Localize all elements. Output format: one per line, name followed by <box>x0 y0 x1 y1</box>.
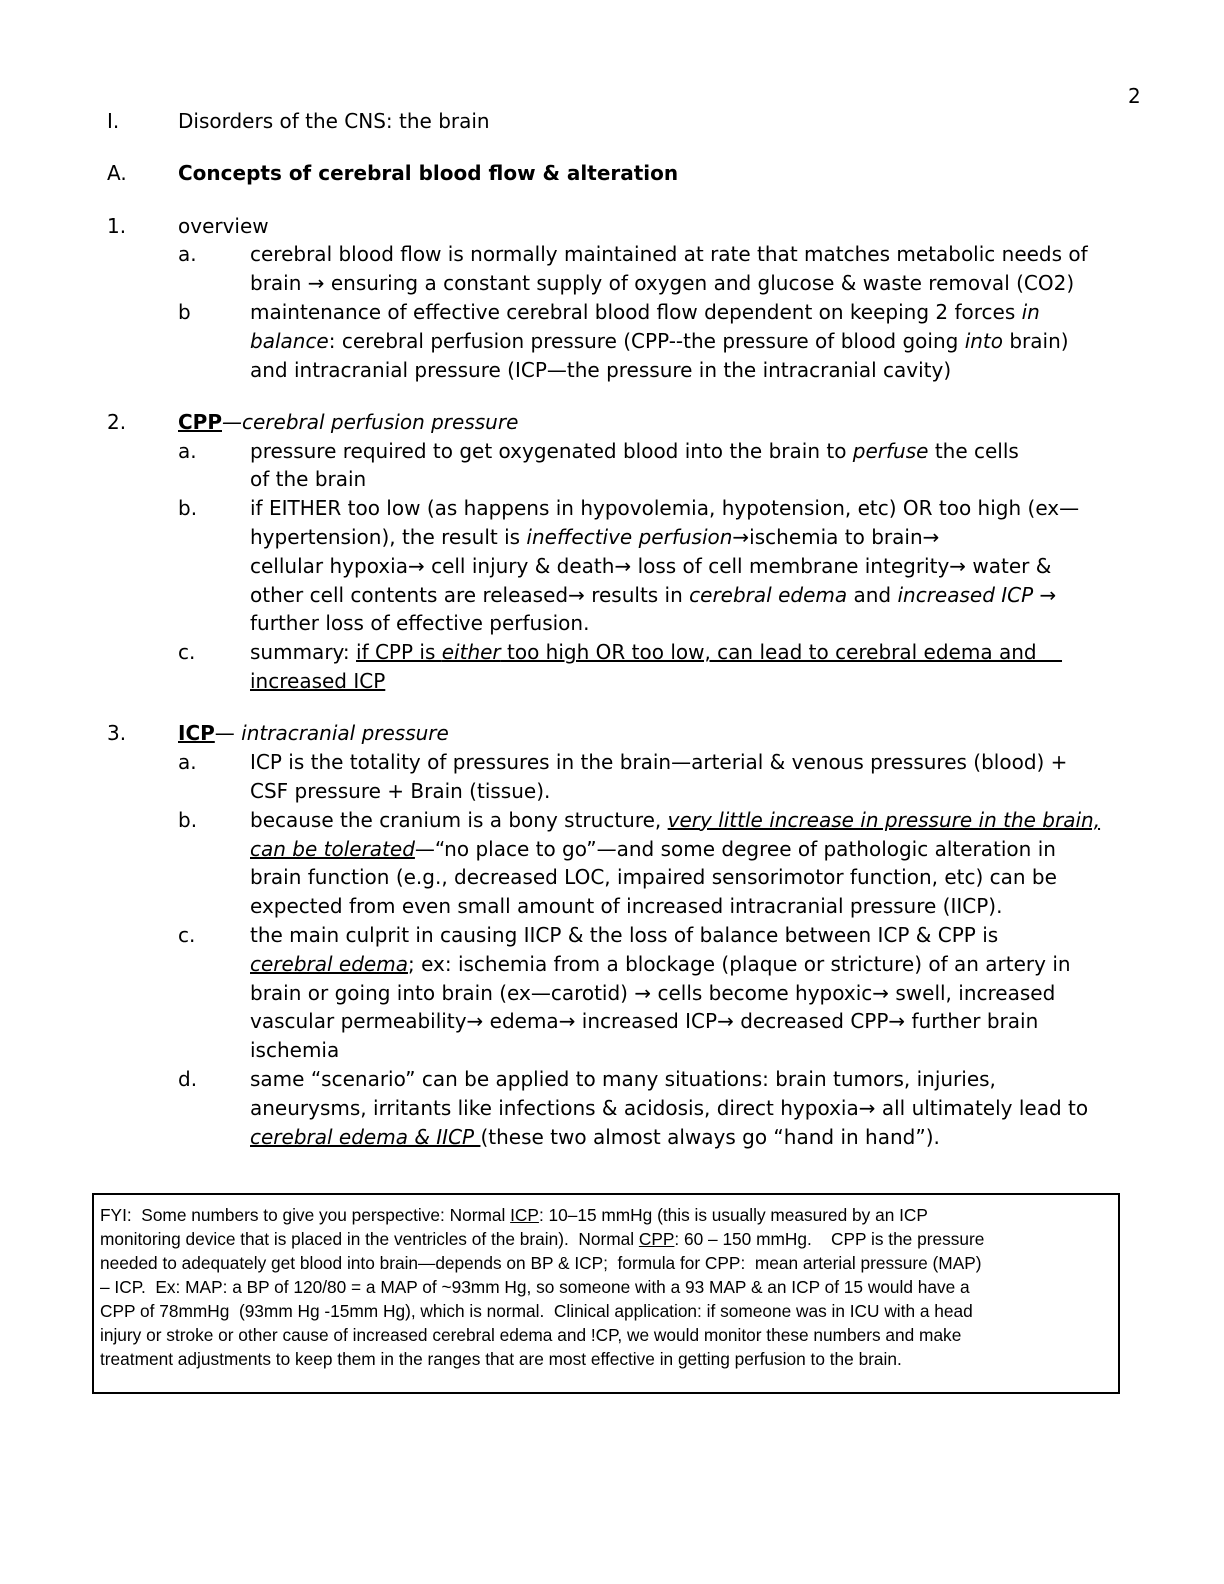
text-line <box>250 979 1167 1008</box>
text-run: brain) <box>1003 328 1069 353</box>
item-label: 1. <box>107 213 127 238</box>
item-label: a. <box>178 242 197 267</box>
text-run: cellular hypoxia→ cell injury & death→ loss of cell membrane integrity→ water & <box>250 553 1052 578</box>
text-line <box>250 748 1167 777</box>
text-run: : 10–15 mmHg (this is usually measured by an ICP <box>538 1205 928 1225</box>
fyi-line <box>100 1227 1112 1251</box>
item-text <box>250 748 1167 806</box>
text-line <box>250 356 1167 385</box>
text-line <box>250 921 1167 950</box>
item-label: b <box>178 299 191 324</box>
text-run: FYI: Some numbers to give you perspective: Normal <box>100 1205 511 1225</box>
text-line <box>178 719 1167 748</box>
text-run: ICP <box>178 721 215 746</box>
text-line <box>250 298 1167 327</box>
outline-subitem <box>107 748 1167 806</box>
item-label: b. <box>178 496 198 521</box>
text-run: very little increase in pressure in the brain, <box>667 807 1101 832</box>
text-run: vascular permeability→ edema→ increased ICP→ decreased CPP→ further brain <box>250 1009 1039 1034</box>
text-run: ICP is the totality of pressures in the brain—arterial & venous pressures (blood) + <box>250 750 1068 775</box>
text-run: brain function (e.g., decreased LOC, impaired sensorimotor function, etc) can be <box>250 865 1057 890</box>
item-text <box>250 638 1167 696</box>
outline-subitem <box>107 240 1167 298</box>
text-run: : 60 – 150 mmHg. CPP is the pressure <box>674 1229 985 1249</box>
fyi-line <box>100 1275 1112 1299</box>
text-line <box>250 581 1167 610</box>
text-run: further loss of effective perfusion. <box>250 611 590 636</box>
text-line <box>250 777 1167 806</box>
item-text <box>250 1065 1167 1151</box>
outline-subitem <box>107 494 1167 638</box>
text-run: overview <box>178 213 269 238</box>
text-run: balance <box>250 328 329 353</box>
text-line <box>250 609 1167 638</box>
text-run: —“no place to go”—and some degree of pathologic alteration in <box>414 836 1056 861</box>
fyi-line <box>100 1299 1112 1323</box>
outline-subitem <box>107 638 1167 696</box>
text-run: ineffective perfusion <box>526 525 733 550</box>
text-run: cerebral blood flow is normally maintained at rate that matches metabolic needs of <box>250 242 1088 267</box>
item-text <box>250 921 1167 1065</box>
text-run: pressure required to get oxygenated blood into the brain to <box>250 438 853 463</box>
item-text <box>250 240 1167 298</box>
fyi-line <box>100 1323 1112 1347</box>
text-run: cerebral edema <box>250 951 408 976</box>
item-label: 3. <box>107 721 127 746</box>
item-label: a. <box>178 438 197 463</box>
text-line <box>250 269 1167 298</box>
item-label: b. <box>178 807 198 832</box>
text-run: Disorders of the CNS: the brain <box>178 109 490 133</box>
text-run: of the brain <box>250 467 367 492</box>
text-line <box>250 1094 1167 1123</box>
outline-subitem <box>107 298 1167 384</box>
outline-subitem <box>107 921 1167 1065</box>
text-run: intracranial pressure <box>241 721 449 746</box>
item-text <box>178 212 1167 241</box>
text-run: ICP <box>510 1205 539 1225</box>
text-run: summary: <box>250 640 357 665</box>
item-label: A. <box>107 161 127 186</box>
text-run: monitoring device that is placed in the ventricles of the brain). Normal <box>100 1229 639 1249</box>
text-line <box>250 950 1167 979</box>
text-run: brain → ensuring a constant supply of oxygen and glucose & waste removal (CO2) <box>250 271 1075 296</box>
text-run: — <box>214 721 242 746</box>
outline-subitem <box>107 437 1167 495</box>
text-run: →ischemia to brain→ <box>732 525 940 550</box>
text-run: ischemia <box>250 1038 340 1063</box>
text-run: (these two almost always go “hand in hand”). <box>480 1124 940 1149</box>
text-run: too high OR too low, can lead to cerebral edema and <box>500 640 1063 665</box>
text-run: if CPP is <box>356 640 442 665</box>
text-run: and intracranial pressure (ICP—the pressure in the intracranial cavity) <box>250 357 952 382</box>
text-run: : cerebral perfusion pressure (CPP--the pressure of blood going <box>328 328 965 353</box>
text-run: maintenance of effective cerebral blood flow dependent on keeping 2 forces <box>250 299 1022 324</box>
text-line <box>178 159 1167 188</box>
text-line <box>178 107 1167 136</box>
fyi-box <box>92 1193 1120 1394</box>
item-label: I. <box>107 109 120 133</box>
item-label: c. <box>178 640 196 665</box>
text-run: needed to adequately get blood into brain—depends on BP & ICP; formula for CPP: mean arterial pressure (MAP) <box>100 1253 982 1273</box>
text-run: treatment adjustments to keep them in the ranges that are most effective in getting perfusion to the brain. <box>100 1349 902 1369</box>
item-label: c. <box>178 922 196 947</box>
outline-subitem <box>107 1065 1167 1151</box>
item-text <box>250 437 1167 495</box>
item-label: 2. <box>107 409 127 434</box>
text-line <box>250 1036 1167 1065</box>
text-run: brain or going into brain (ex—carotid) → cells become hypoxic→ swell, increased <box>250 980 1056 1005</box>
text-run: cerebral edema & IICP <box>250 1124 481 1149</box>
text-run: the cells <box>928 438 1019 463</box>
text-line <box>250 667 1167 696</box>
text-run: into <box>964 328 1003 353</box>
text-run: because the cranium is a bony structure, <box>250 807 668 832</box>
text-run: the main culprit in causing IICP & the loss of balance between ICP & CPP is <box>250 922 999 947</box>
outline-heading <box>107 719 1167 748</box>
text-run: increased ICP <box>897 582 1034 607</box>
item-text <box>250 494 1167 638</box>
text-run: expected from even small amount of increased intracranial pressure (IICP). <box>250 894 1003 919</box>
text-line <box>250 638 1167 667</box>
text-run: CPP <box>178 409 222 434</box>
text-run: Concepts of cerebral blood flow & alteration <box>178 161 679 186</box>
item-label: a. <box>178 750 197 775</box>
text-line <box>250 1007 1167 1036</box>
text-run: other cell contents are released→ results in <box>250 582 690 607</box>
text-run: – ICP. Ex: MAP: a BP of 120/80 = a MAP of ~93mm Hg, so someone with a 93 MAP & an ICP of 15 would have a <box>100 1277 970 1297</box>
text-run: can be tolerated <box>250 836 415 861</box>
text-run: cerebral edema <box>689 582 848 607</box>
text-line <box>250 892 1167 921</box>
page-number: 2 <box>1128 84 1141 108</box>
text-line <box>250 1123 1167 1152</box>
text-run: in <box>1021 299 1040 324</box>
text-run: either <box>441 640 501 665</box>
fyi-line <box>100 1203 1112 1227</box>
item-text <box>178 159 1167 188</box>
text-run: hypertension), the result is <box>250 525 527 550</box>
text-line <box>250 552 1167 581</box>
text-line <box>250 465 1167 494</box>
text-line <box>250 806 1167 835</box>
text-run: → <box>1033 582 1057 607</box>
text-run: ; ex: ischemia from a blockage (plaque or stricture) of an artery in <box>407 951 1071 976</box>
text-run: CPP of 78mmHg (93mm Hg -15mm Hg), which is normal. Clinical application: if someone was in ICU with a head <box>100 1301 973 1321</box>
text-run: same “scenario” can be applied to many situations: brain tumors, injuries, <box>250 1066 996 1091</box>
text-line <box>250 835 1167 864</box>
outline-heading <box>107 212 1167 241</box>
outline-heading <box>107 408 1167 437</box>
text-run: perfuse <box>852 438 929 463</box>
item-text <box>178 408 1167 437</box>
text-run: CPP <box>638 1229 675 1249</box>
item-text <box>178 107 1167 136</box>
text-line <box>250 863 1167 892</box>
text-line <box>178 408 1167 437</box>
outline-heading <box>107 159 1167 188</box>
text-line <box>250 327 1167 356</box>
text-run: increased ICP <box>250 669 386 694</box>
item-text <box>250 298 1167 384</box>
fyi-line <box>100 1347 1112 1371</box>
text-line <box>250 494 1167 523</box>
text-line <box>250 523 1167 552</box>
text-run: if EITHER too low (as happens in hypovolemia, hypotension, etc) OR too high (ex— <box>250 496 1080 521</box>
text-line <box>178 212 1167 241</box>
text-line <box>250 437 1167 466</box>
text-run: aneurysms, irritants like infections & acidosis, direct hypoxia→ all ultimately lead to <box>250 1095 1089 1120</box>
text-run: CSF pressure + Brain (tissue). <box>250 778 551 803</box>
text-line <box>250 240 1167 269</box>
text-run: injury or stroke or other cause of increased cerebral edema and !CP, we would monitor these numbers and make <box>100 1325 962 1345</box>
fyi-line <box>100 1251 1112 1275</box>
item-text <box>178 719 1167 748</box>
text-line <box>250 1065 1167 1094</box>
outline <box>107 107 1167 1151</box>
outline-subitem <box>107 806 1167 921</box>
item-label: d. <box>178 1066 198 1091</box>
outline-heading <box>107 107 1167 136</box>
text-run: —cerebral perfusion pressure <box>222 409 519 434</box>
text-run: and <box>847 582 898 607</box>
item-text <box>250 806 1167 921</box>
